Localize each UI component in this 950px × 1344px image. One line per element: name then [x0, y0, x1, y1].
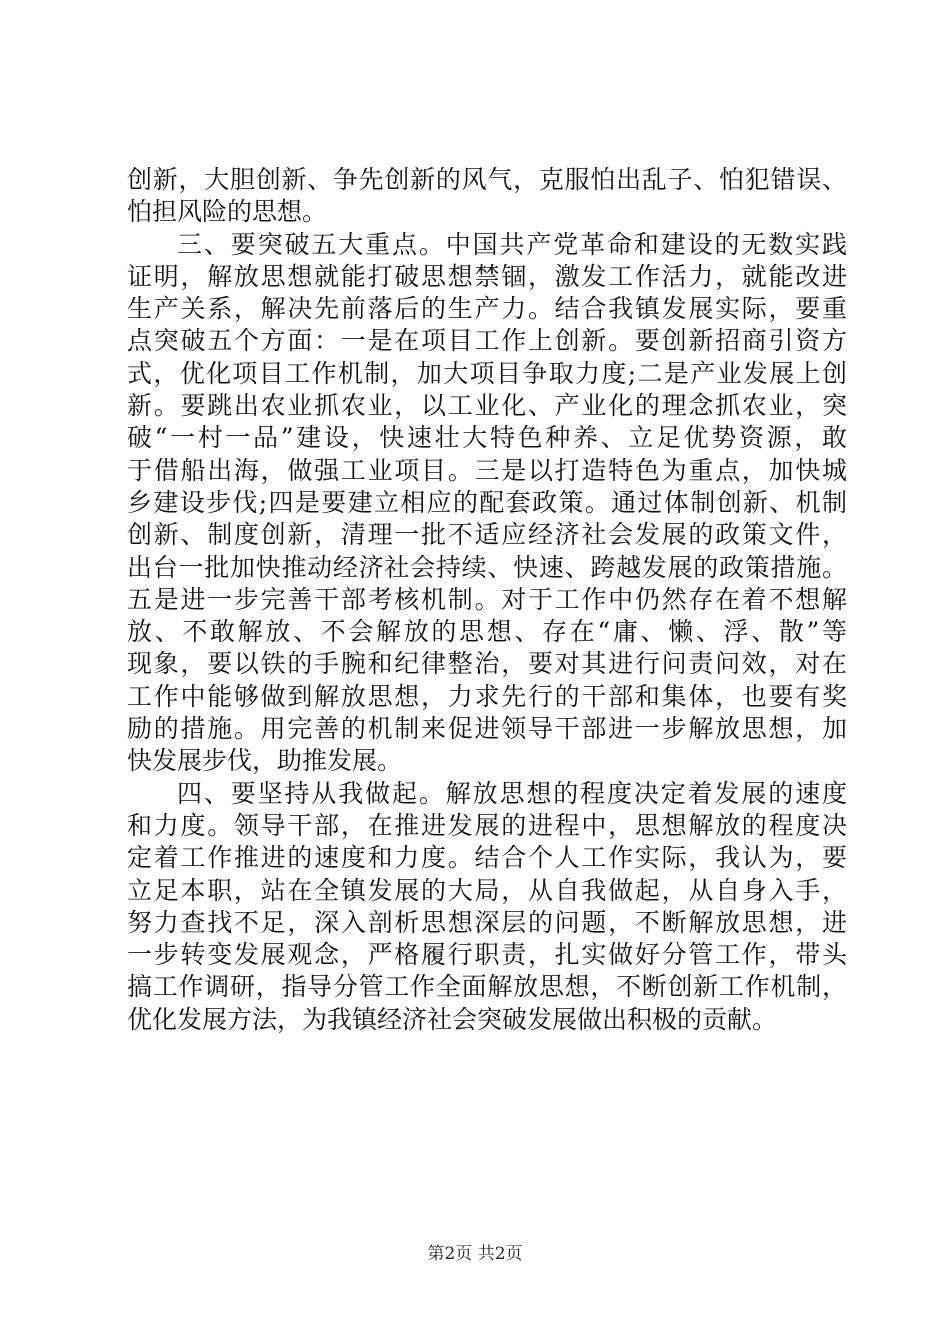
text-line: 一步转变发展观念，严格履行职责，扎实做好分管工作，带头 — [127, 940, 847, 970]
paragraph-3 — [127, 778, 847, 1036]
text-line: 式，优化项目工作机制，加大项目争取力度;二是产业发展上创 — [127, 358, 847, 388]
text-line: 出台一批加快推动经济社会持续、快速、跨越发展的政策措施。 — [127, 552, 847, 582]
text-line: 于借船出海，做强工业项目。三是以打造特色为重点，加快城 — [127, 455, 847, 485]
text-line: 努力查找不足，深入剖析思想深层的问题，不断解放思想，进 — [127, 907, 847, 937]
text-line: 创新，大胆创新、争先创新的风气，克服怕出乱子、怕犯错误、 — [127, 165, 847, 194]
text-line: 证明，解放思想就能打破思想禁锢，激发工作活力，就能改进 — [127, 261, 847, 291]
text-line: 搞工作调研，指导分管工作全面解放思想，不断创新工作机制， — [127, 972, 847, 1002]
text-line: 工作中能够做到解放思想，力求先行的干部和集体，也要有奖 — [127, 681, 847, 711]
text-line: 优化发展方法，为我镇经济社会突破发展做出积极的贡献。 — [127, 1004, 778, 1034]
text-line: 立足本职，站在全镇发展的大局，从自我做起，从自身入手， — [127, 875, 847, 905]
text-line: 放、不敢解放、不会解放的思想、存在“庸、懒、浮、散”等 — [127, 617, 847, 647]
document-body — [127, 164, 847, 1036]
text-line: 定着工作推进的速度和力度。结合个人工作实际，我认为，要 — [127, 843, 847, 873]
page-footer — [0, 1244, 950, 1264]
text-line: 破“一村一品”建设，快速壮大特色种养、立足优势资源，敢 — [127, 423, 847, 453]
text-line: 快发展步伐，助推发展。 — [127, 746, 403, 776]
text-line: 点突破五个方面：一是在项目工作上创新。要创新招商引资方 — [127, 326, 847, 356]
paragraph-1 — [127, 164, 847, 229]
text-line: 生产关系，解决先前落后的生产力。结合我镇发展实际，要重 — [127, 294, 847, 324]
text-line: 新。要跳出农业抓农业，以工业化、产业化的理念抓农业，突 — [127, 391, 847, 421]
text-line: 怕担风险的思想。 — [127, 197, 328, 227]
text-line: 和力度。领导干部，在推进发展的进程中，思想解放的程度决 — [127, 810, 847, 840]
text-line: 五是进一步完善干部考核机制。对于工作中仍然存在着不想解 — [127, 584, 847, 614]
paragraph-2 — [127, 229, 847, 778]
text-line: 四、要坚持从我做起。解放思想的程度决定着发展的速度 — [177, 778, 847, 808]
text-line: 现象，要以铁的手腕和纪律整治，要对其进行问责问效，对在 — [127, 649, 847, 679]
text-line: 励的措施。用完善的机制来促进领导干部进一步解放思想，加 — [127, 714, 847, 744]
page-number-label: 第2页 共2页 — [427, 1244, 523, 1264]
text-line: 乡建设步伐;四是要建立相应的配套政策。通过体制创新、机制 — [127, 487, 847, 517]
text-line: 三、要突破五大重点。中国共产党革命和建设的无数实践 — [177, 229, 847, 259]
text-line: 创新、制度创新，清理一批不适应经济社会发展的政策文件， — [127, 520, 847, 550]
